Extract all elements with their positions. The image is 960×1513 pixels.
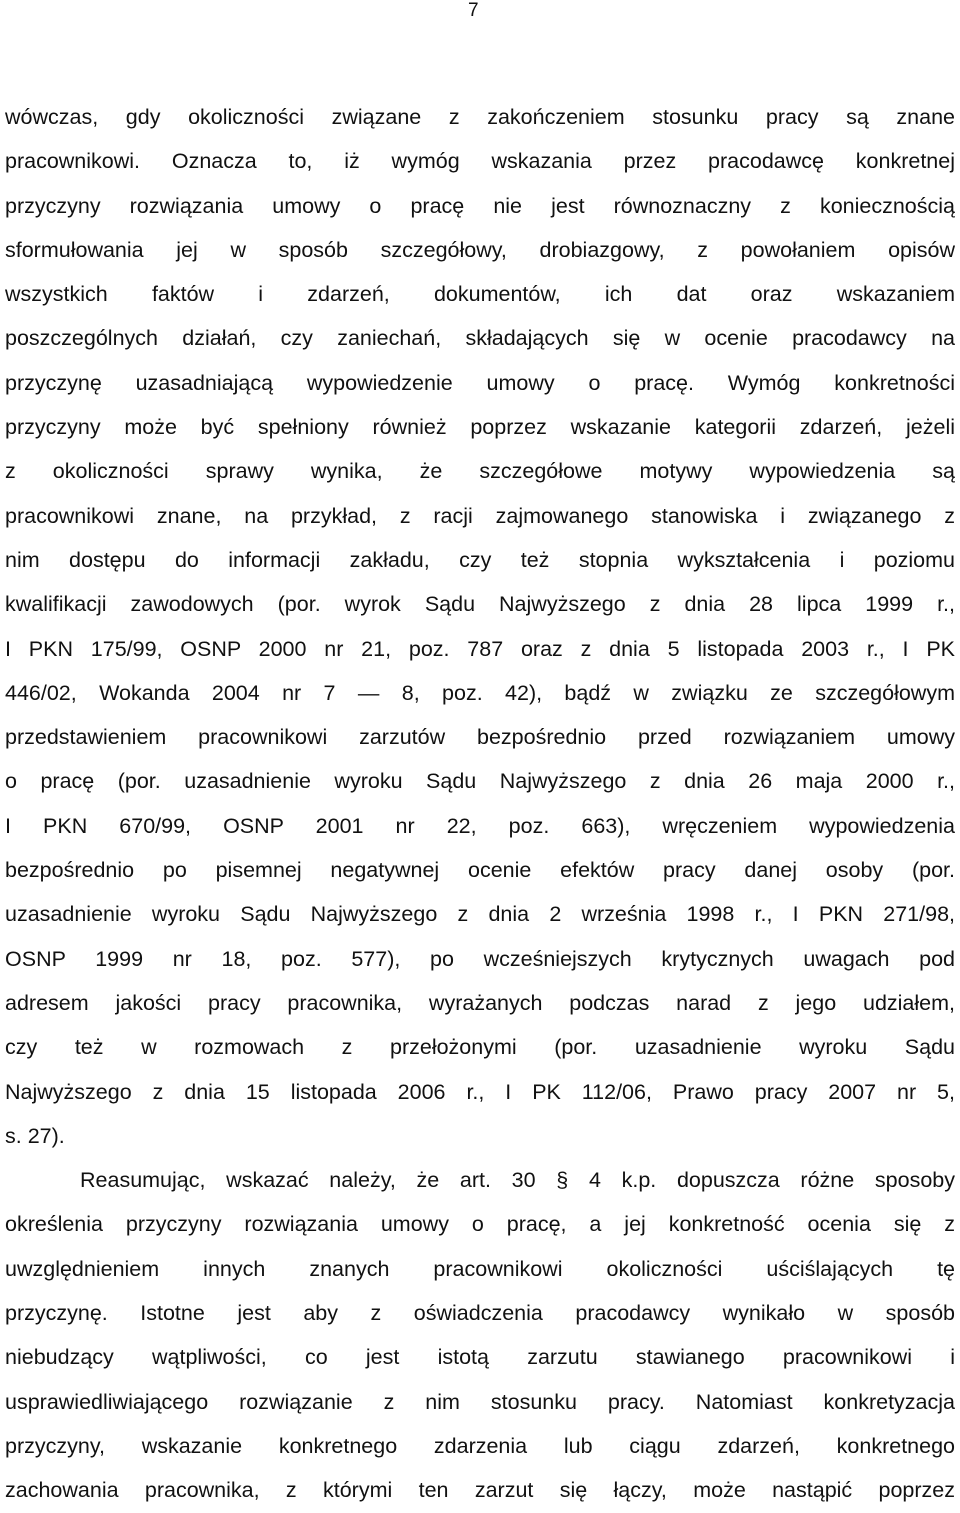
text-line: Najwyższego z dnia 15 listopada 2006 r., I PK 112/06, Prawo pracy 2007 nr 5, [5,1079,955,1104]
text-line: przyczyny rozwiązania umowy o pracę nie jest równoznaczny z koniecznością [5,193,955,218]
text-line: bezpośrednio po pisemnej negatywnej ocenie efektów pracy danej osoby (por. [5,858,955,883]
text-line: sformułowania jej w sposób szczegółowy, drobiazgowy, z powołaniem opisów [5,237,955,262]
text-line: przyczyny może być spełniony również poprzez wskazanie kategorii zdarzeń, jeżeli [5,415,955,440]
text-line: uwzględnieniem innych znanych pracownikowi okoliczności uściślających tę [5,1256,955,1281]
text-line: uzasadnienie wyroku Sądu Najwyższego z dnia 2 września 1998 r., I PKN 271/98, [5,902,955,927]
text-line: adresem jakości pracy pracownika, wyrażanych podczas narad z jego udziałem, [5,990,955,1015]
text-line: przyczynę uzasadniającą wypowiedzenie umowy o pracę. Wymóg konkretności [5,370,955,395]
text-line: z okoliczności sprawy wynika, że szczegółowe motywy wypowiedzenia są [5,459,955,484]
text-line: OSNP 1999 nr 18, poz. 577), po wcześniejszych krytycznych uwagach pod [5,946,955,971]
text-line: I PKN 175/99, OSNP 2000 nr 21, poz. 787 oraz z dnia 5 listopada 2003 r., I PK [5,636,955,661]
text-line: określenia przyczyny rozwiązania umowy o pracę, a jej konkretność ocenia się z [5,1212,955,1237]
paragraph-end-line: s. 27). [5,1123,65,1148]
text-line: niebudzący wątpliwości, co jest istotą zarzutu stawianego pracownikowi i [5,1345,955,1370]
document-body [5,95,955,1513]
text-line: przyczynę. Istotne jest aby z oświadczenia pracodawcy wynikało w sposób [5,1301,955,1326]
text-line: czy też w rozmowach z przełożonymi (por. uzasadnienie wyroku Sądu [5,1035,955,1060]
text-line: 446/02, Wokanda 2004 nr 7 — 8, poz. 42), bądź w związku ze szczegółowym [5,680,955,705]
text-line: poszczególnych działań, czy zaniechań, składających się w ocenie pracodawcy na [5,326,955,351]
text-line: wszystkich faktów i zdarzeń, dokumentów, ich dat oraz wskazaniem [5,282,955,307]
text-line: usprawiedliwiającego rozwiązanie z nim stosunku pracy. Natomiast konkretyzacja [5,1389,955,1414]
text-line: o pracę (por. uzasadnienie wyroku Sądu Najwyższego z dnia 26 maja 2000 r., [5,769,955,794]
page-number: 7 [468,0,479,21]
text-line: przedstawieniem pracownikowi zarzutów bezpośrednio przed rozwiązaniem umowy [5,725,955,750]
text-line: pracownikowi znane, na przykład, z racji zajmowanego stanowiska i związanego z [5,503,955,528]
text-line: wówczas, gdy okoliczności związane z zakończeniem stosunku pracy są znane [5,105,955,129]
text-line: nim dostępu do informacji zakładu, czy też stopnia wykształcenia i poziomu [5,547,955,572]
text-line: zachowania pracownika, z którymi ten zarzut się łączy, może nastąpić poprzez [5,1478,955,1503]
text-line: kwalifikacji zawodowych (por. wyrok Sądu Najwyższego z dnia 28 lipca 1999 r., [5,592,955,617]
text-line: przyczyny, wskazanie konkretnego zdarzenia lub ciągu zdarzeń, konkretnego [5,1433,955,1458]
text-line: I PKN 670/99, OSNP 2001 nr 22, poz. 663), wręczeniem wypowiedzenia [5,813,955,838]
paragraph-start-line: Reasumując, wskazać należy, że art. 30 § 4 k.p. dopuszcza różne sposoby [80,1168,955,1193]
text-line: pracownikowi. Oznacza to, iż wymóg wskazania przez pracodawcę konkretnej [5,149,955,174]
